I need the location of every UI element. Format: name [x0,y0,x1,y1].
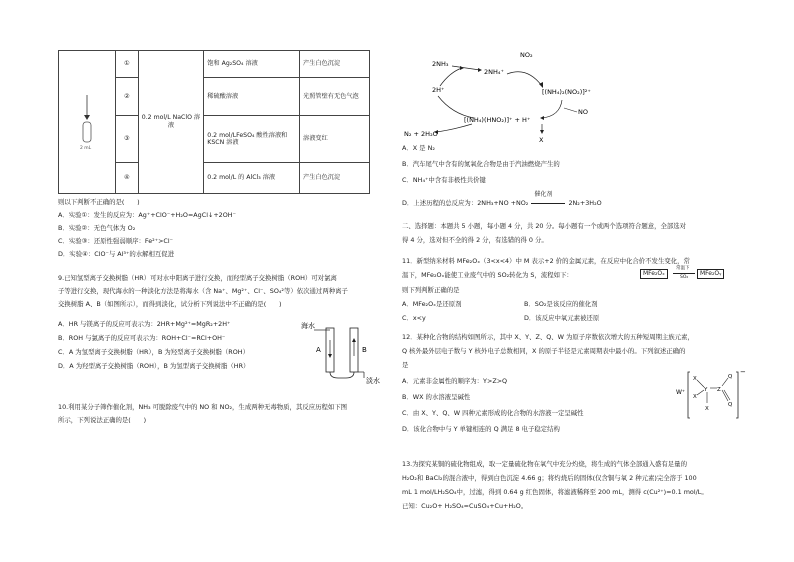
q12-option-b: B．WX 的水溶液呈碱性 [402,393,471,401]
tube-volume-label: 2 mL [80,145,92,151]
row-number: ③ [116,116,139,163]
y-atom: Y [704,387,708,393]
q11-tail: 则下列判断正确的是 [402,286,460,294]
q8-option-c: C．实验③：还原性强弱顺序：Fe²⁺>Cl⁻ [58,237,174,245]
flow-arrow [673,273,695,274]
product-label: N₂ + 2H₂O [404,130,438,138]
q12-option-a: A．元素非金属性的顺序为：Y>Z>Q [402,377,508,385]
q10-stem-line: 所示，下列说法正确的是( ) [58,416,147,424]
q8-stem: 则以下判断不正确的是( ) [58,198,140,206]
q12-stem-line: Q 核外最外层电子数与 Y 核外电子总数相同，X 的原子半径是元素周期表中最小的。下列叙述正确的 [402,347,686,355]
no-label: NO [578,108,588,116]
q13-stem-line: mL 1 mol/LH₂SO₄中，过滤，得到 0.64 g 红色固体，将滤液稀释至 200 mL，测得 c(Cu²⁺)=0.1 mol/L。 [402,488,708,496]
q10-option-c: C．NH₄⁺中含有非极性共价键 [402,176,486,184]
q10-stem-line: 10.利用某分子筛作催化剂，NH₃ 可脱除废气中的 NO 和 NO₂，生成两种无毒物质，其反应历程如下图 [58,403,348,411]
complex1-label: [(NH₄)₂(NO₂)]²⁺ [542,88,591,96]
phenomenon-cell: 溶液变红 [300,116,370,163]
q10-option-b: B．汽车尾气中含有的氮氧化合物是由于汽油燃烧产生的 [402,160,560,168]
q13-stem-line: H₂O₂和 BaCl₂的混合液中，得到白色沉淀 4.66 g；将灼烧后的固体(仅含铜与氧 2 种元素)完全溶于 100 [402,474,697,482]
q8-option-a: A．实验①：发生的反应为：Ag⁺+ClO⁻+H₂O=AgCl↓+2OH⁻ [58,211,236,219]
freshwater-label: 淡水 [366,377,380,385]
ion-exchange-figure [300,320,390,386]
flow-bottom-label: SO₂ [680,275,689,280]
phenomenon-cell: 产生白色沉淀 [300,163,370,194]
row-number: ② [116,77,139,116]
q12-option-c: C．由 X、Y、Q、W 四种元素形成的化合物的水溶液一定呈碱性 [402,409,584,417]
nh3-label: 2NH₃ [432,60,449,68]
q11-option-a: A．MFe₂Oₓ是还原剂 [402,300,462,308]
x-atom-bottom: X [705,406,709,412]
q9-stem-line: 交换树脂 A、B（如图所示），而得到淡化，试分析下列说法中不正确的是( ) [58,300,282,308]
complex2-label: [(NH₄)(HNO₂)]⁺ + H⁺ [464,116,531,124]
solution-cell: 0.2 mol/L 的 AlCl₃ 溶液 [204,163,300,194]
q10-option-d-product: 2N₂+3H₂O [568,199,602,207]
q12-stem-line: 是 [402,361,409,369]
q11-stem-line: 11．新型纳米材料 MFe₂Oₓ（3<x<4）中 M 表示+2 价的金属元素，在反应中化合价不发生变化，常 [402,257,690,265]
x-label: X [539,136,544,144]
q13-stem-line: 13.为探究某铜的硫化物组成，取一定量硫化物在氧气中充分灼烧，将生成的气体全部通入盛有足量的 [402,460,687,468]
q9-options [58,320,298,376]
catalyst-arrow [530,191,566,208]
q9-option-c: C．A 为氢型离子交换树脂（HR），B 为羟型离子交换树脂（ROH） [58,348,249,356]
z-atom: Z [717,387,721,393]
q10-option-d-text: D．上述历程的总反应为：2NH₃+NO +NO₂ [402,199,529,207]
seawater-label: 海水 [301,322,315,330]
flow-left-box: MFe₂Oₓ [640,269,668,279]
q9-stem [58,274,393,314]
resin-b-label: B [362,346,367,354]
q8-option-d: D．实验④：ClO⁻与 Al³⁺的水解相互促进 [58,250,175,258]
q12-stem-line: 12．某种化合物的结构如图所示，其中 X、Y、Z、Q、W 为原子序数依次增大的五种短周期主族元素， [402,333,694,341]
catalyst-arrow-line [531,203,565,204]
reagent-cell: 0.2 mol/L NaClO 溶液 [138,51,204,194]
section-2-instructions [402,222,737,250]
q13-stem [402,460,742,516]
row-number: ④ [116,163,139,194]
solution-cell: 饱和 Ag₂SO₄ 溶液 [204,51,300,78]
q11-stem-line: 温下，MFe₂Oₓ能使工业废气中的 SO₂转化为 S，流程如下： [402,271,573,279]
q-atom-bottom: Q [728,402,733,408]
q11-option-c: C．x<y [402,314,426,322]
phenomenon-cell: 产生白色沉淀 [300,51,370,78]
resin-a-label: A [316,346,321,354]
test-tube-cell [59,51,116,194]
q10-options [402,144,732,214]
catalyst-label: 催化剂 [534,191,553,198]
no2-label: NO₂ [520,51,533,59]
solution-cell: 0.2 mol/LFeSO₄ 酸性溶液和 KSCN 溶液 [204,116,300,163]
q12-option-d: D．该化合物中与 Y 单键相连的 Q 满足 8 电子稳定结构 [402,425,560,433]
test-tube-icon [72,91,102,151]
x-atom-left: X [693,394,697,400]
x-atom-top: X [693,376,697,382]
q11-option-b: B．SO₂是该反应的催化剂 [524,300,598,308]
flow-right-box: MFe₂Oᵧ [697,269,724,279]
q10-stem [58,403,393,431]
solution-cell: 稀硫酸溶液 [204,77,300,116]
q9-option-b: B．ROH 与氯离子的反应可表示为：ROH+Cl⁻=RCl+OH⁻ [58,334,226,342]
q12-structure-figure [676,366,746,424]
q9-stem-line: 9.已知氢型离子交换树脂（HR）可对水中阳离子进行交换，而羟型离子交换树脂（ROH）可对氯离 [58,274,337,282]
phenomenon-cell: 光照管壁有无色气泡 [300,77,370,116]
row-number: ① [116,51,139,78]
q9-stem-line: 子等进行交换，现代海水的一种淡化方法是将海水（含 Na⁺、Mg²⁺、Cl⁻、SO₄²等）依次通过两种离子 [58,287,348,295]
proton-label: 2H⁺ [432,86,445,94]
q10-option-d [402,191,602,208]
reaction-mechanism-diagram [402,44,632,144]
flow-top-label: 常温下 [676,266,690,271]
q9-option-a: A．HR 与镁离子的反应可表示为：2HR+Mg²⁺=MgR₂+2H⁺ [58,320,231,328]
nh4-label: 2NH₄⁺ [484,68,504,76]
q11-option-d: D．该反应中氧元素被还原 [524,314,600,322]
charge-sign: − [740,368,746,376]
q11-flow [640,266,736,284]
section-2-line: 得 4 分，选对但不全的得 2 分，有选错的得 0 分。 [402,236,548,244]
w-atom: W⁺ [676,389,686,396]
experiment-table [58,50,370,194]
q10-option-a: A．X 是 N₂ [402,144,435,152]
q11-options [402,300,652,328]
q-atom-top: Q [728,374,733,380]
section-2-line: 二、选择题：本题共 5 小题，每小题 4 分，共 20 分。每小题有一个或两个选项符合题意，全部选对 [402,222,687,230]
q13-stem-line: 已知：Cu₂O+ H₂SO₄=CuSO₄+Cu+H₂O。 [402,502,528,510]
q8-option-b: B．实验②：无色气体为 O₂ [58,224,136,232]
q12-options [402,377,622,437]
q8-options [58,211,388,267]
q9-option-d: D．A 为羟型离子交换树脂（ROH），B 为氢型离子交换树脂（HR） [58,362,250,370]
